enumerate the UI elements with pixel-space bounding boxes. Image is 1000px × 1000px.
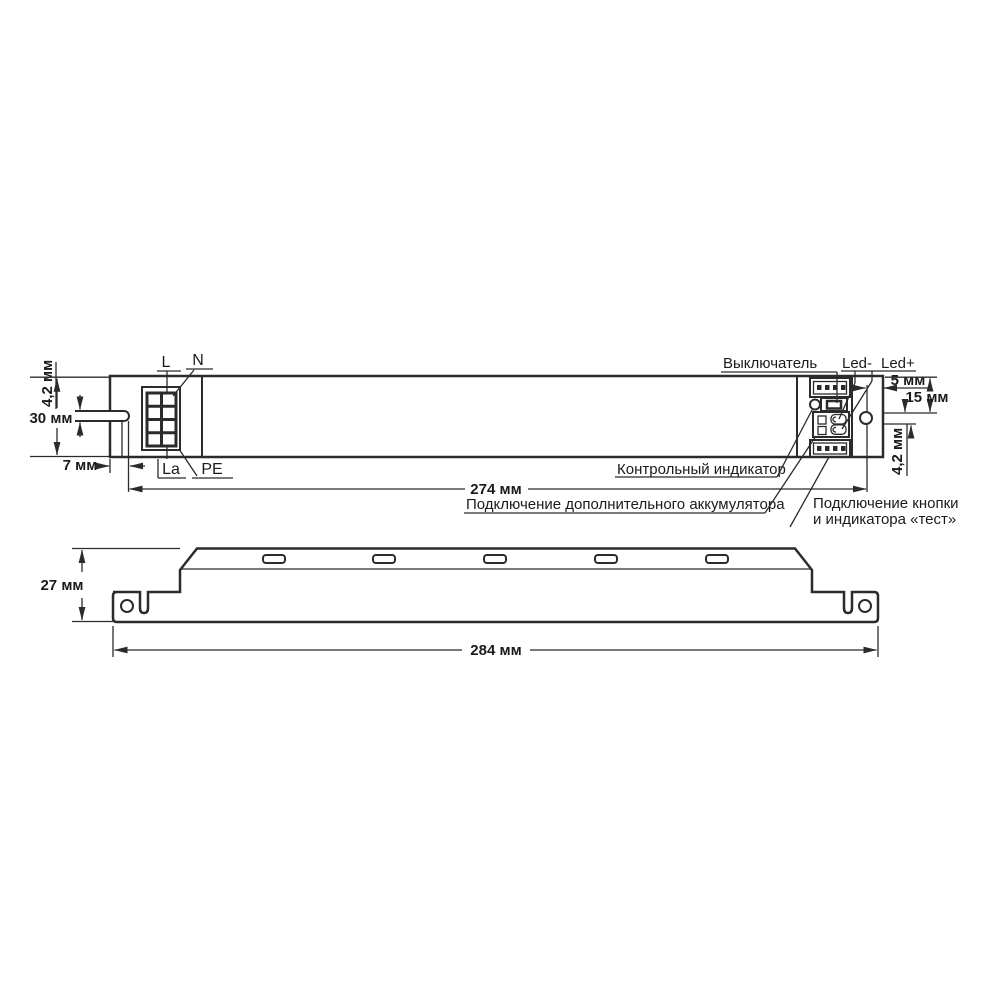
mounting-slot — [75, 411, 129, 421]
test-button-label-line1: Подключение кнопки — [813, 495, 959, 512]
bottom-terminal-block — [810, 440, 850, 457]
dim-side-height-label: 27 мм — [40, 577, 84, 594]
mounting-hole-right-foot — [859, 600, 871, 612]
terminal-labels — [157, 352, 233, 478]
output-components — [810, 378, 872, 457]
dim-slot-offset-label: 7 мм — [62, 457, 98, 474]
dim-side-height — [40, 549, 180, 622]
terminal-label-pe: PE — [201, 461, 223, 478]
test-button-label-line2: и индикатора «тест» — [813, 511, 957, 528]
dim-hole-diameter-label: 4,2 мм — [889, 427, 906, 475]
dim-side-length-label: 284 мм — [470, 642, 522, 659]
mounting-hole-top-view — [860, 412, 872, 424]
vent-slots — [263, 555, 728, 563]
dim-edge-to-hole-label: 5 мм — [890, 372, 926, 389]
dim-slot-width-label: 4,2 мм — [39, 359, 56, 407]
led-minus-label: Led- — [842, 355, 873, 372]
component-callouts — [464, 355, 959, 528]
terminal-label-l: L — [161, 354, 171, 371]
side-view — [40, 549, 878, 660]
dim-top-to-hole-label: 15 мм — [905, 389, 949, 406]
led-plus-label: Led+ — [881, 355, 915, 372]
middle-connector-block — [813, 412, 849, 437]
top-terminal-block — [810, 378, 850, 397]
dim-slot-offset — [63, 457, 145, 474]
device-body-outline — [110, 376, 883, 457]
control-indicator-label: Контрольный индикатор — [617, 461, 786, 478]
top-view — [29, 352, 958, 528]
switch-label: Выключатель — [723, 355, 818, 372]
terminal-label-la: La — [162, 461, 180, 478]
dim-mounting-span-label: 274 мм — [470, 481, 522, 498]
dim-hole-diameter — [882, 401, 916, 476]
dim-side-length — [113, 626, 878, 659]
side-outline — [113, 549, 878, 623]
terminal-label-n: N — [192, 352, 204, 369]
input-terminal-block — [142, 387, 180, 450]
dim-body-width-label: 30 мм — [29, 410, 73, 427]
control-indicator-lamp — [810, 400, 820, 410]
battery-connection-label: Подключение дополнительного аккумулятора — [466, 496, 785, 513]
mounting-hole-left-foot — [121, 600, 133, 612]
